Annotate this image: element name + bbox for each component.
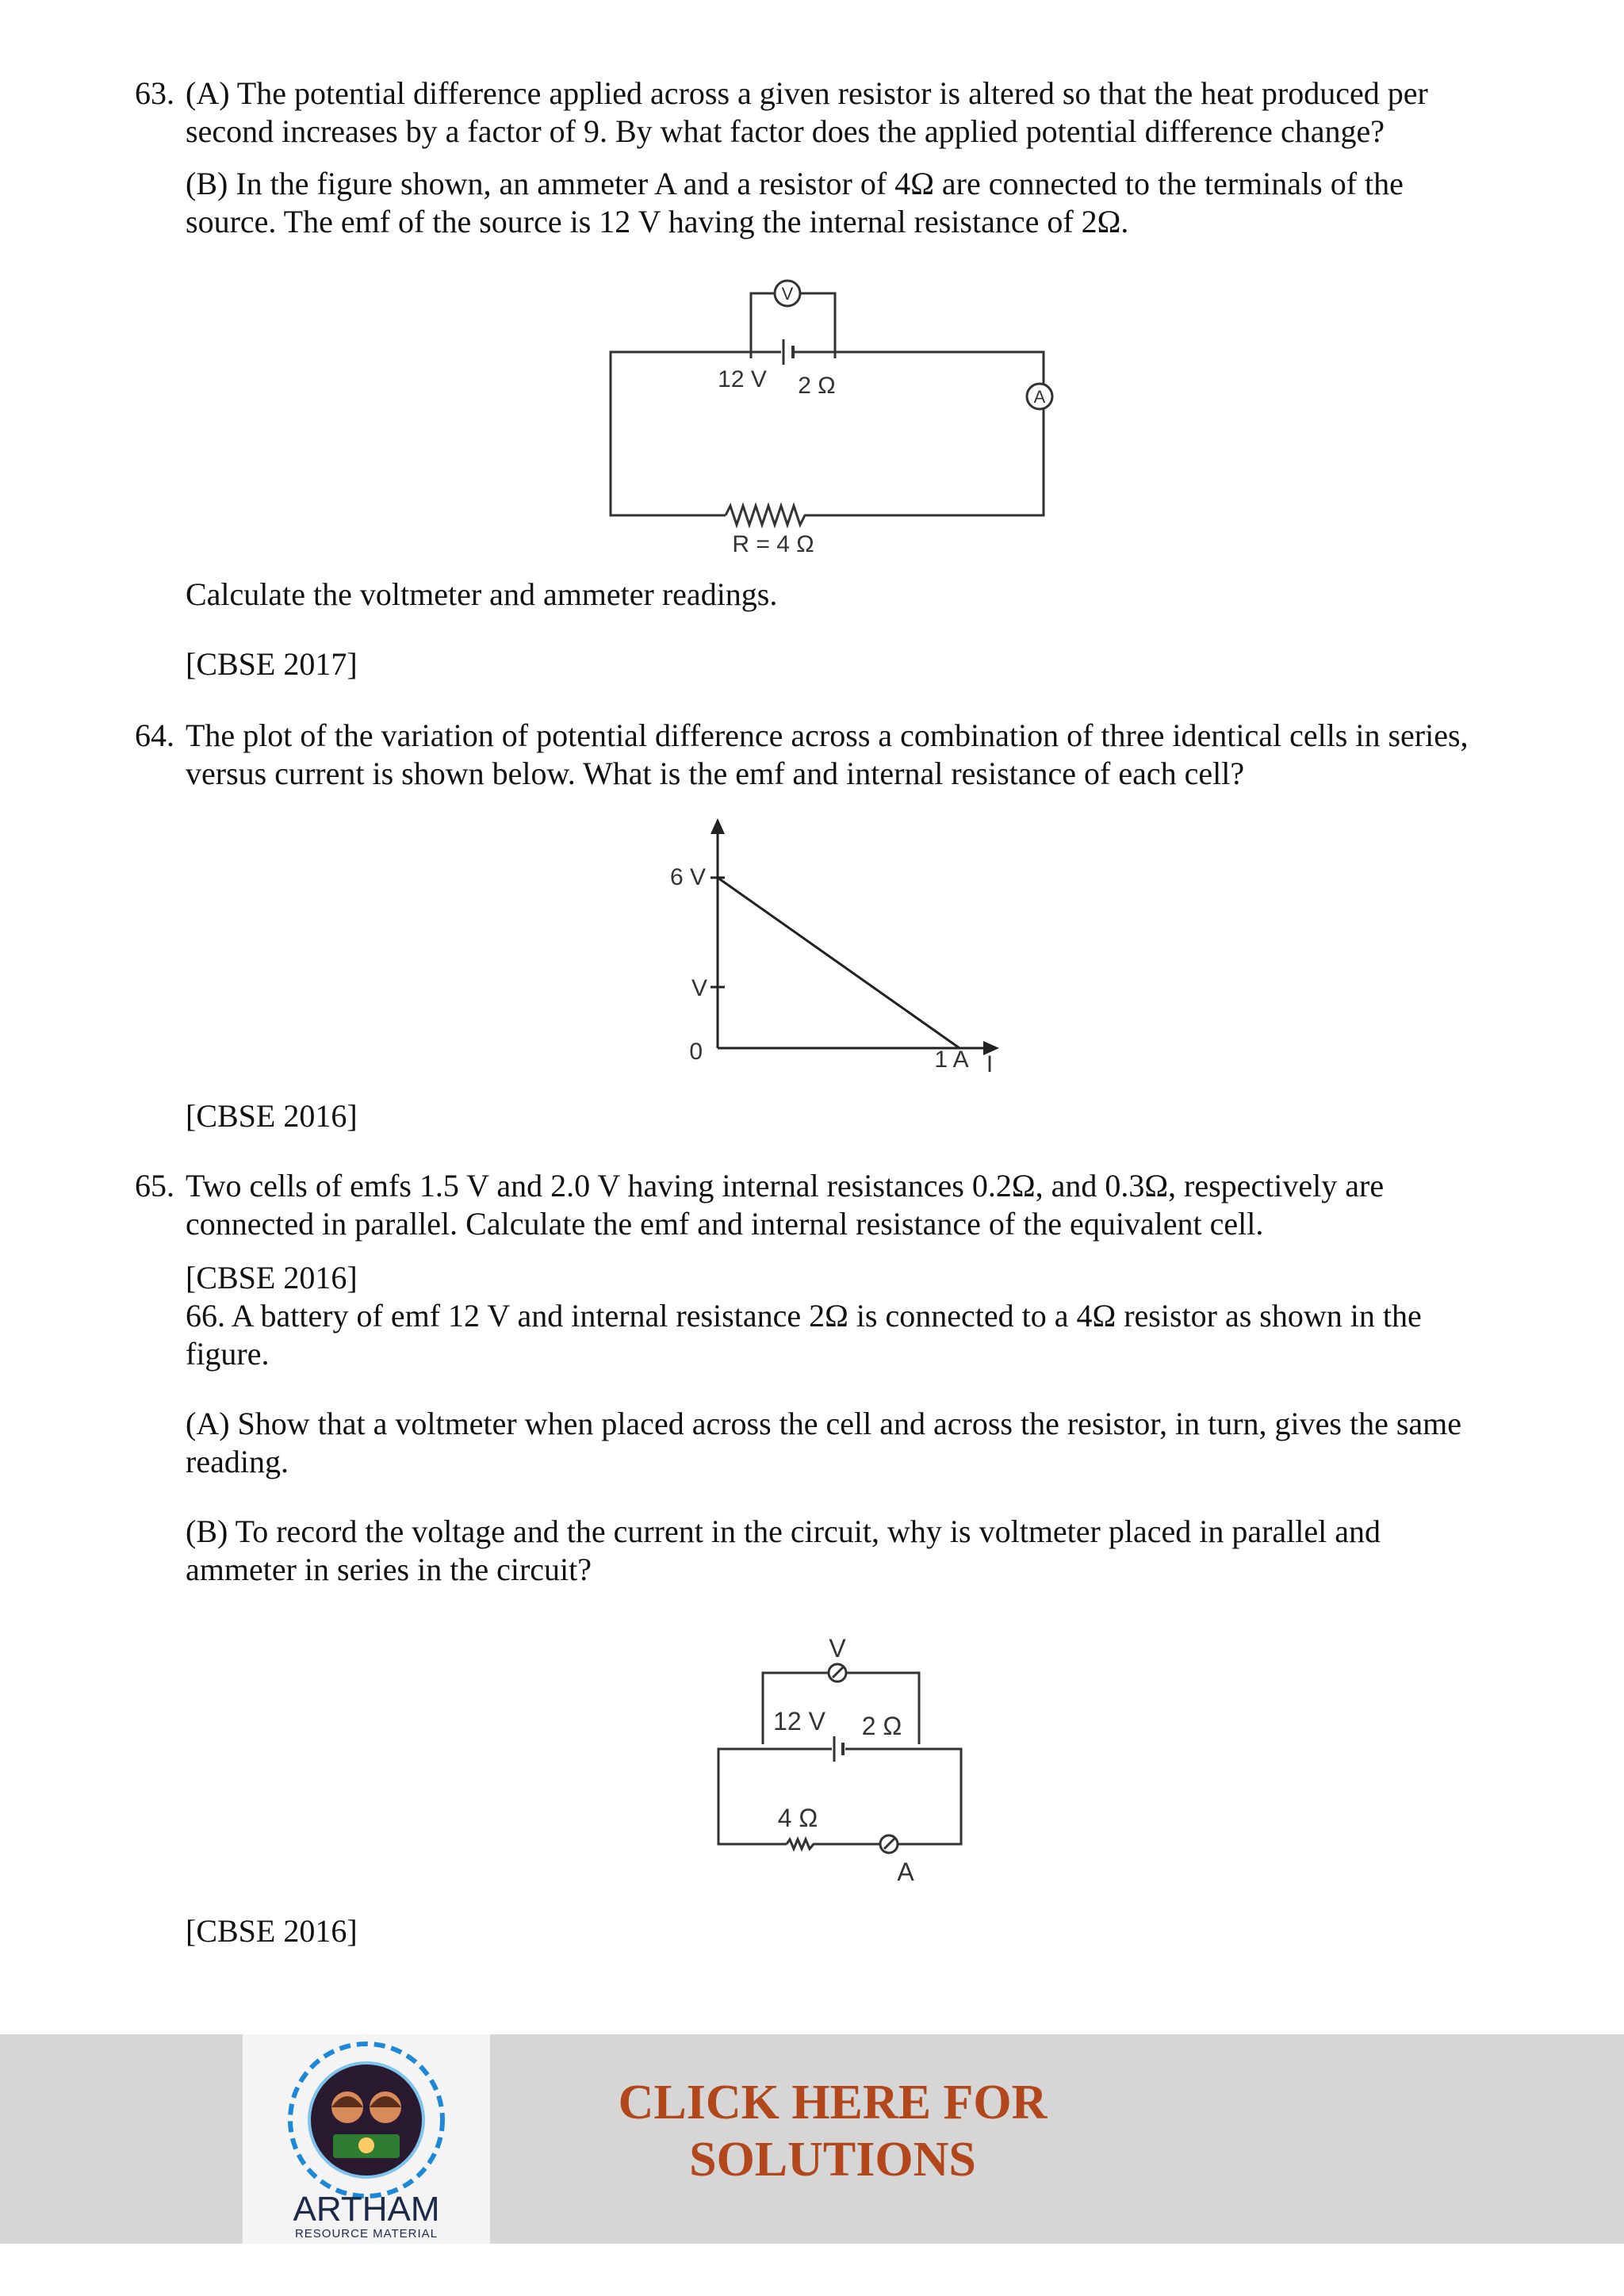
question-65 <box>135 1167 1483 1243</box>
internal-resistance-label: 2 Ω <box>798 373 836 399</box>
x-axis-label: I <box>986 1051 994 1077</box>
ammeter-label: A <box>897 1858 914 1886</box>
logo-emblem <box>287 2041 446 2199</box>
artham-logo <box>243 2034 490 2244</box>
cta-line-2: SOLUTIONS <box>689 2133 976 2187</box>
question-66-text: 66. A battery of emf 12 V and internal resistance 2Ω is connected to a 4Ω resistor as shown in the figure. <box>186 1298 1422 1372</box>
question-63 <box>135 75 1483 151</box>
voltmeter-label: V <box>781 284 794 304</box>
resistor-symbol <box>726 506 811 525</box>
vi-graph-64 <box>650 809 1015 1094</box>
question-number: 64. <box>135 718 174 753</box>
question-64-text: The plot of the variation of potential difference across a combination of three identical cells in series, versus current is shown below. What is the emf and internal resistance of each cell? <box>186 718 1469 791</box>
y-axis-label: V <box>691 975 707 1001</box>
emf-label: 12 V <box>773 1707 825 1735</box>
question-63-part-b: (B) In the figure shown, an ammeter A and a resistor of 4Ω are connected to the terminals of the source. The emf of the source is 12 V having the internal resistance of 2Ω. <box>186 166 1404 239</box>
logo-tagline: RESOURCE MATERIAL <box>294 2227 439 2241</box>
source-citation: [CBSE 2016] <box>186 1260 358 1295</box>
question-66-part-b: (B) To record the voltage and the current in the circuit, why is voltmeter placed in parallel and ammeter in series in the circuit? <box>186 1513 1381 1587</box>
y-axis-arrow <box>710 818 725 834</box>
source-citation: [CBSE 2017] <box>186 646 358 682</box>
question-65-text: Two cells of emfs 1.5 V and 2.0 V having internal resistances 0.2Ω, and 0.3Ω, respectively are connected in parallel. Calculate the emf and internal resistance of the equivalent cell. <box>186 1168 1385 1242</box>
resistor-symbol <box>787 1839 880 1849</box>
question-66-part-a: (A) Show that a voltmeter when placed across the cell and across the resistor, in turn, gives the same reading. <box>186 1406 1462 1479</box>
question-63-part-a: (A) The potential difference applied across a given resistor is altered so that the heat produced per second increases by a factor of 9. By what factor does the applied potential difference change? <box>186 75 1428 149</box>
x-mark-label: 1 A <box>934 1047 969 1073</box>
resistor-label: R = 4 Ω <box>732 531 814 557</box>
emf-label: 12 V <box>718 366 767 392</box>
origin-label: 0 <box>689 1039 703 1065</box>
voltmeter-label: V <box>829 1634 846 1663</box>
resistor-label: 4 Ω <box>777 1804 818 1832</box>
ammeter-label: A <box>1033 387 1046 407</box>
source-citation: [CBSE 2016] <box>186 1913 358 1949</box>
source-citation: [CBSE 2016] <box>186 1098 358 1134</box>
plot-line <box>718 878 959 1048</box>
cta-line-1: CLICK HERE FOR <box>618 2076 1048 2130</box>
logo-name: ARTHAM <box>293 2190 440 2229</box>
solutions-link[interactable] <box>555 2074 1110 2188</box>
question-number: 65. <box>135 1168 174 1203</box>
y-top-label: 6 V <box>669 864 706 890</box>
question-number: 63. <box>135 75 174 111</box>
circuit-diagram-66 <box>698 1625 983 1895</box>
circuit-diagram-63 <box>587 270 1063 571</box>
internal-resistance-label: 2 Ω <box>861 1712 902 1740</box>
question-64 <box>135 717 1483 793</box>
question-63-ask: Calculate the voltmeter and ammeter readings. <box>186 576 778 612</box>
